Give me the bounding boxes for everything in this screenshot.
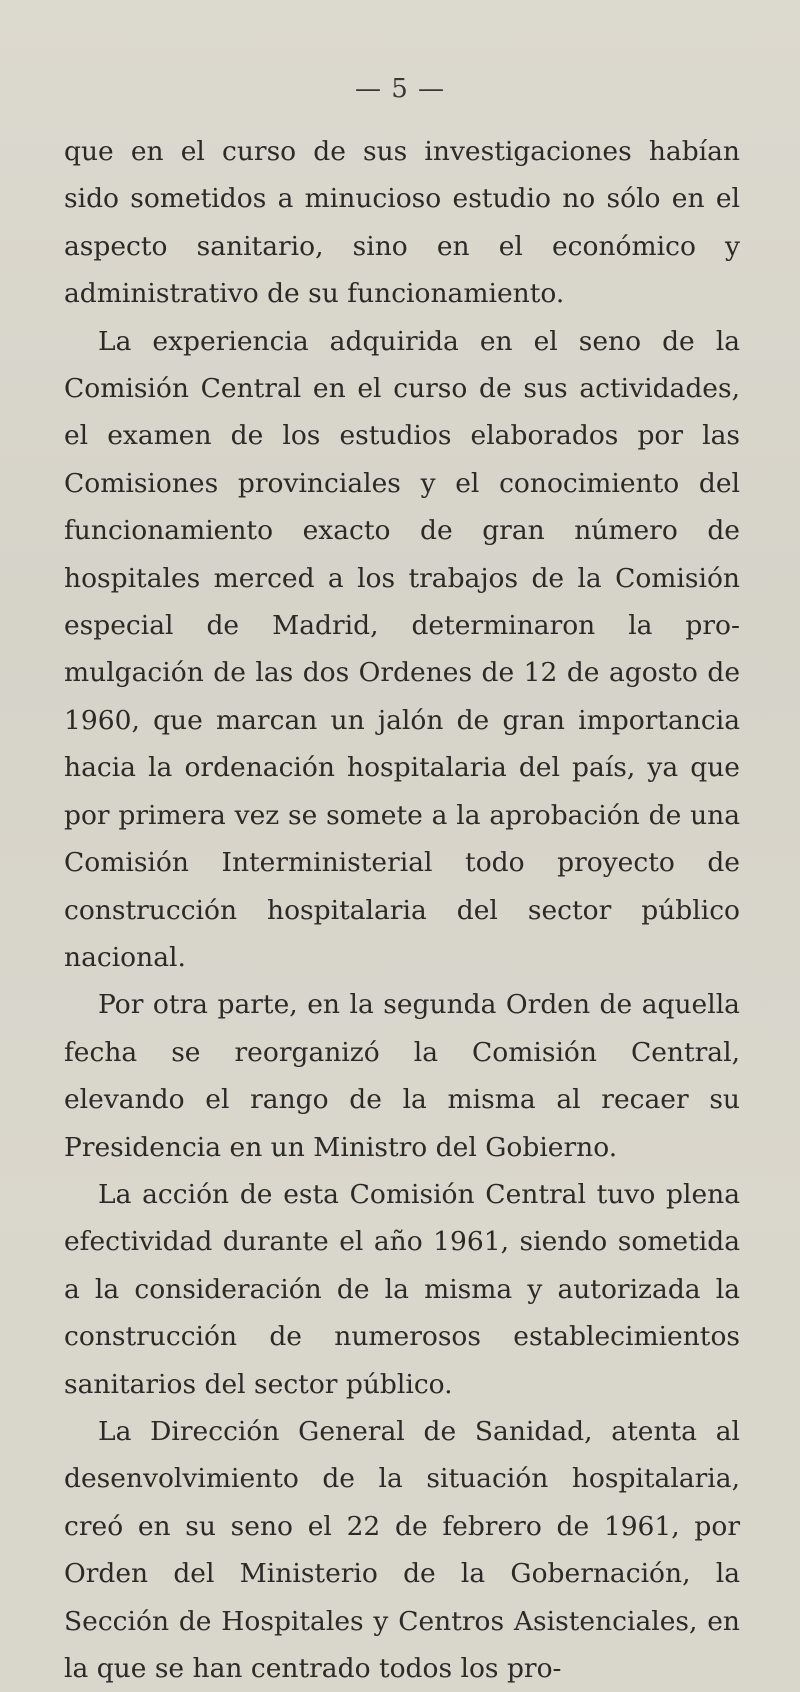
paragraph-5: La Dirección General de Sanidad, atenta al desenvolvimiento de la situación hospitalaria, creó en su seno el 22 de febrero de 1961, por Orden del Ministerio de la Gobernación, la Sección de Hospitales y Centros Asistenciales, en la que se han centrado todos los pro- — [64, 1415, 740, 1684]
paragraph-3: Por otra parte, en la segunda Orden de aquella fecha se reorganizó la Comisión Central, elevando el rango de la misma al recaer su Presidencia en un Ministro del Gobierno. — [64, 989, 740, 1163]
body-text — [64, 128, 740, 1692]
paragraph-2: La experiencia adquirida en el seno de la Comisión Central en el curso de sus actividades, el examen de los estudios elaborados por las Comisiones provinciales y el conocimiento del funcionamiento exacto de gran número de hospitales merced a los trabajos de la Comisión especial de Madrid, determinaron la promulgación de las dos Ordenes de 12 de agosto de 1960, que marcan un jalón de gran importancia hacia la ordenación hospitalaria del país, ya que por primera vez se somete a la aprobación de una Comisión Interministerial todo proyecto de construcción hospitalaria del sector público nacional. — [64, 325, 740, 973]
paragraph-4: La acción de esta Comisión Central tuvo plena efectividad durante el año 1961, siendo sometida a la consideración de la misma y autorizada la construcción de numerosos establecimientos sanitarios del sector público. — [64, 1178, 740, 1400]
paragraph-1: que en el curso de sus investigaciones habían sido sometidos a minucioso estudio no sólo en el aspecto sanitario, sino en el económico y administrativo de su funcionamiento. — [64, 136, 740, 310]
page-number: — 5 — — [354, 74, 446, 104]
